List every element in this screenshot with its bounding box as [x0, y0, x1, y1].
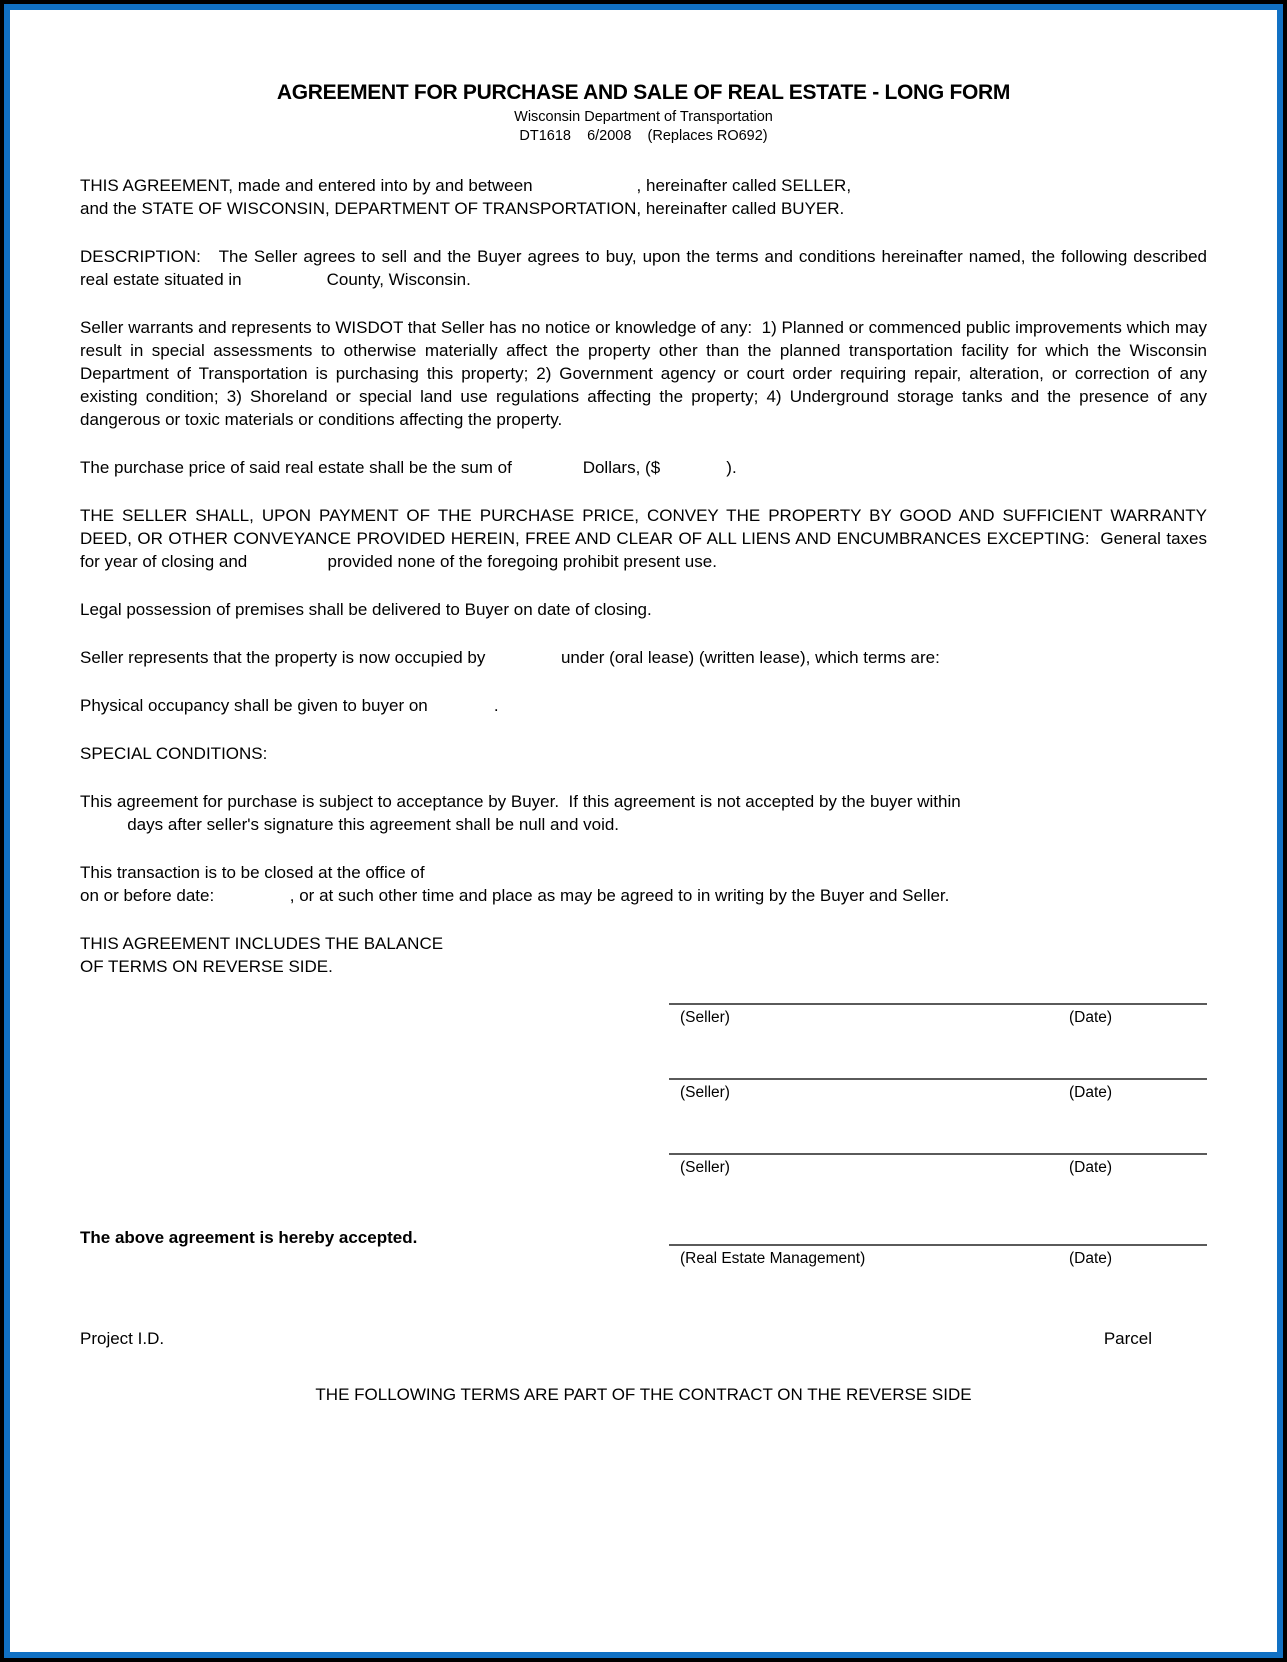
- document-header: [80, 80, 1207, 146]
- signature-labels: [669, 1155, 1207, 1180]
- paragraph-occupancy: Seller represents that the property is now occupied by under (oral lease) (written lease), which terms are:: [80, 648, 940, 667]
- document-content: [10, 10, 1277, 1406]
- agency-name: Wisconsin Department of Transportation: [514, 109, 773, 125]
- intro-line-1: THIS AGREEMENT, made and entered into by and between , hereinafter called SELLER,: [80, 176, 852, 195]
- acceptance-line-1: This agreement for purchase is subject to acceptance by Buyer. If this agreement is not accepted by the buyer within: [80, 792, 961, 811]
- paragraph-special-conditions: SPECIAL CONDITIONS:: [80, 744, 268, 763]
- date-label: (Date): [1069, 1159, 1113, 1176]
- date-label: (Date): [1069, 1084, 1113, 1101]
- agreement-accepted-text: The above agreement is hereby accepted.: [80, 1228, 418, 1247]
- paragraph-closing: [80, 861, 1207, 907]
- acceptance-row: [80, 1228, 1207, 1271]
- date-label: (Date): [1069, 1250, 1113, 1267]
- signature-labels: [669, 1005, 1207, 1030]
- paragraph-conveyance: THE SELLER SHALL, UPON PAYMENT OF THE PURCHASE PRICE, CONVEY THE PROPERTY BY GOOD AND SUFFICIENT WARRANTY DEED, OR OTHER CONVEYANCE PROVIDED HEREIN, FREE AND CLEAR OF ALL LIENS AND ENCUMBRANCES EXCEPTING: General taxes for year of closing and provided none of the foregoing prohibit present use.: [80, 506, 1207, 571]
- project-id-label: Project I.D.: [80, 1329, 165, 1348]
- real-estate-management-label: (Real Estate Management): [680, 1250, 866, 1267]
- acceptance-line-2: days after seller's signature this agreement shall be null and void.: [80, 815, 620, 834]
- seller-signature-line-2: [669, 1078, 1207, 1105]
- form-number-line: DT1618 6/2008 (Replaces RO692): [519, 128, 768, 144]
- paragraph-warrants: Seller warrants and represents to WISDOT that Seller has no notice or knowledge of any: 1) Planned or commenced public improvements which may result in special assessments to otherwise materially affect the property other than the planned transportation facility for which the Wisconsin Department of Transportation is purchasing this property; 2) Government agency or court order requiring repair, alteration, or correction of any existing condition; 3) Shoreland or special land use regulations affecting the property; 4) Underground storage tanks and the presence of any dangerous or toxic materials or conditions affecting the property.: [80, 318, 1207, 429]
- seller-label: (Seller): [680, 1084, 730, 1101]
- reverse-side-note: THE FOLLOWING TERMS ARE PART OF THE CONTRACT ON THE REVERSE SIDE: [315, 1385, 972, 1404]
- seller-signature-line-3: [669, 1153, 1207, 1180]
- seller-signature-block: [669, 1003, 1207, 1180]
- parcel-label: Parcel: [1103, 1329, 1152, 1348]
- paragraph-purchase-price: The purchase price of said real estate shall be the sum of Dollars, ($ ).: [80, 458, 737, 477]
- intro-line-2: and the STATE OF WISCONSIN, DEPARTMENT OF TRANSPORTATION, hereinafter called BUYER.: [80, 199, 845, 218]
- paragraph-description: DESCRIPTION: The Seller agrees to sell and the Buyer agrees to buy, upon the terms and conditions hereinafter named, the following described real estate situated in County, Wisconsin.: [80, 247, 1207, 289]
- paragraph-acceptance: [80, 790, 1207, 836]
- paragraph-possession: Legal possession of premises shall be delivered to Buyer on date of closing.: [80, 600, 652, 619]
- document-title: AGREEMENT FOR PURCHASE AND SALE OF REAL ESTATE - LONG FORM: [276, 81, 1011, 104]
- seller-signature-line-1: [669, 1003, 1207, 1030]
- paragraph-balance-of-terms: [80, 932, 1207, 978]
- signature-labels: [669, 1246, 1207, 1271]
- project-parcel-row: [80, 1327, 1207, 1350]
- balance-line-1: THIS AGREEMENT INCLUDES THE BALANCE: [80, 934, 444, 953]
- closing-line-2: on or before date: , or at such other time and place as may be agreed to in writing by the Buyer and Seller.: [80, 886, 950, 905]
- seller-label: (Seller): [680, 1009, 730, 1026]
- seller-label: (Seller): [680, 1159, 730, 1176]
- date-label: (Date): [1069, 1009, 1113, 1026]
- balance-line-2: OF TERMS ON REVERSE SIDE.: [80, 957, 333, 976]
- closing-line-1: This transaction is to be closed at the office of: [80, 863, 425, 882]
- management-signature-line: [669, 1244, 1207, 1271]
- signature-labels: [669, 1080, 1207, 1105]
- page: [4, 4, 1283, 1658]
- paragraph-physical-occupancy: Physical occupancy shall be given to buyer on .: [80, 696, 499, 715]
- paragraph-intro: [80, 174, 1207, 220]
